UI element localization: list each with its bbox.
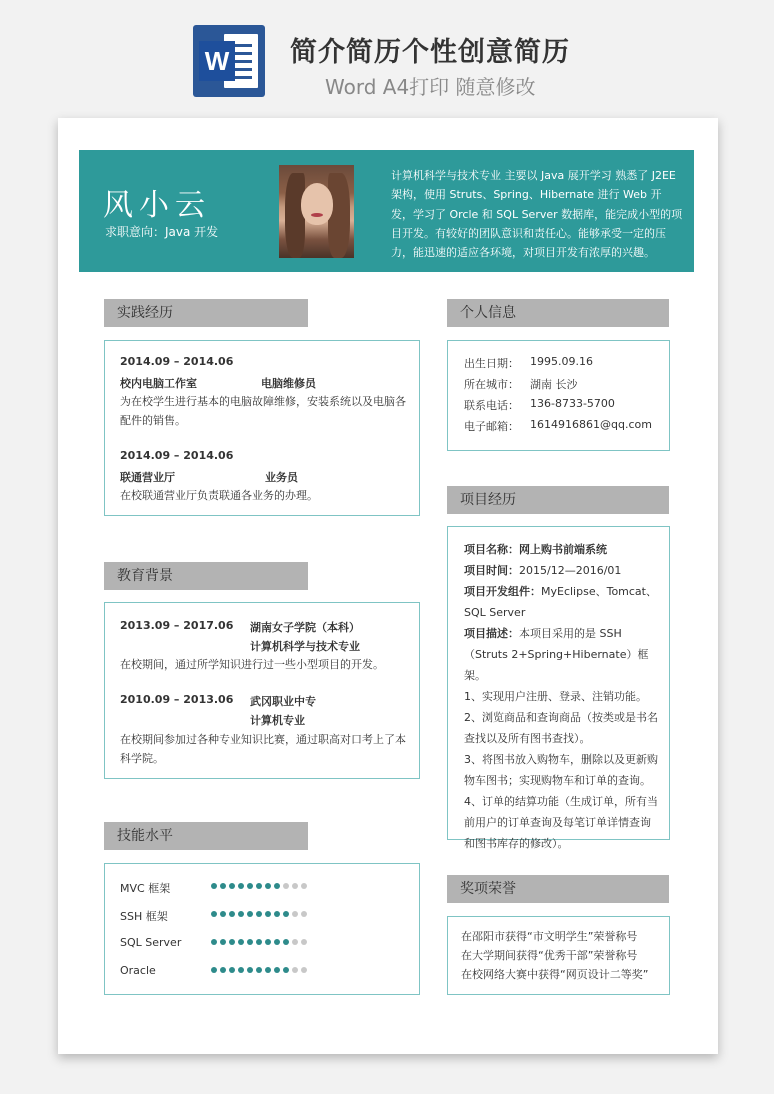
info-value: 湖南 长沙 [530,378,578,391]
practice-role: 电脑维修员 [261,377,316,390]
edu-period: 2013.09 – 2017.06 [120,619,234,632]
project-content [464,539,660,854]
skill-dot-filled [211,939,217,945]
project-time-label: 项目时间： [464,564,519,577]
skill-dot-filled [256,967,262,973]
skill-dot-filled [247,883,253,889]
skill-dot-filled [238,967,244,973]
edu-major: 计算机专业 [250,714,305,727]
skill-dot-filled [238,911,244,917]
skill-dot-filled [238,939,244,945]
project-point: 1、实现用户注册、登录、注销功能。 [464,690,647,703]
personal-box [447,340,670,451]
practice-period: 2014.09 – 2014.06 [120,449,234,462]
info-label: 所在城市： [464,378,519,391]
skill-dot-filled [283,911,289,917]
project-heading: 项目经历 [447,486,669,514]
skills-heading: 技能水平 [104,822,308,850]
info-value: 1995.09.16 [530,355,593,368]
resume-paper [58,118,718,1054]
info-label: 出生日期： [464,357,519,370]
practice-box [104,340,420,516]
skill-dot-filled [256,939,262,945]
skill-dot-filled [220,967,226,973]
word-logo-icon [193,25,265,97]
self-summary: 计算机科学与技术专业 主要以 Java 展开学习 熟悉了 J2EE 架构，使用 Struts、Spring、Hibernate 进行 Web 开发，学习了 Orcle 和 SQL Server 数据库，能完成小型的项目开发。有较好的团队意识和责任心。能够承受一定的压力，能迅速的适应各环境，对项目开发有浓厚的兴趣。 [391,169,683,260]
practice-period: 2014.09 – 2014.06 [120,355,234,368]
skill-level-dots [211,939,307,945]
project-point: 4、订单的结算功能（生成订单，所有当前用户的订单查询及每笔订单详情查询和图书库存的修改）。 [464,795,658,850]
skill-dot-filled [274,939,280,945]
skill-dot-filled [211,911,217,917]
skill-dot-filled [211,883,217,889]
skill-level-dots [211,967,307,973]
skill-dot-filled [220,883,226,889]
edu-desc: 在校期间参加过各种专业知识比赛，通过职高对口考上了本科学院。 [120,733,406,765]
project-point: 3、将图书放入购物车，删除以及更新购物车图书；实现购物车和订单的查询。 [464,753,658,787]
banner-title: 简介简历个性创意简历 [290,37,570,68]
project-point: 2、浏览商品和查询商品（按类或是书名查找以及所有图书查找）。 [464,711,658,745]
skill-dot-filled [229,967,235,973]
skill-dot-filled [229,939,235,945]
skill-dot-filled [247,967,253,973]
awards-box [447,916,670,995]
candidate-name: 风小云 [103,188,211,223]
skill-dot-filled [283,967,289,973]
skill-dot-empty [292,967,298,973]
skill-dot-filled [229,911,235,917]
skill-dot-filled [256,911,262,917]
personal-heading: 个人信息 [447,299,669,327]
profile-photo [279,165,354,258]
education-box [104,602,420,779]
practice-org: 联通营业厅 [120,471,175,484]
practice-desc: 为在校学生进行基本的电脑故障维修，安装系统以及电脑各配件的销售。 [120,395,406,427]
awards-heading: 奖项荣誉 [447,875,669,903]
project-desc-label: 项目描述： [464,627,519,640]
skill-name: Oracle [120,964,156,977]
skill-dot-empty [301,883,307,889]
practice-heading: 实践经历 [104,299,308,327]
skill-dot-filled [256,883,262,889]
education-heading: 教育背景 [104,562,308,590]
word-badge: W [199,41,235,81]
skill-dot-filled [274,883,280,889]
skill-dot-empty [292,939,298,945]
skill-dot-filled [220,911,226,917]
skill-dot-filled [265,939,271,945]
skill-name: MVC 框架 [120,882,171,895]
skill-dot-filled [211,967,217,973]
skill-dot-empty [301,911,307,917]
skill-dot-filled [265,883,271,889]
project-time: 2015/12—2016/01 [519,564,622,577]
info-label: 联系电话： [464,399,519,412]
skill-name: SQL Server [120,936,182,949]
skill-dot-empty [301,967,307,973]
skill-dot-filled [283,939,289,945]
edu-school: 武冈职业中专 [250,695,316,708]
project-name-label: 项目名称： [464,543,519,556]
edu-major: 计算机科学与技术专业 [250,640,360,653]
info-value: 136-8733-5700 [530,397,615,410]
award-item: 在校网络大赛中获得“网页设计二等奖” [461,968,649,981]
skill-dot-filled [274,911,280,917]
skill-level-dots [211,883,307,889]
skill-dot-filled [238,883,244,889]
skill-dot-empty [292,883,298,889]
practice-role: 业务员 [265,471,298,484]
skill-dot-filled [265,967,271,973]
project-box [447,526,670,850]
skill-dot-empty [292,911,298,917]
skill-level-dots [211,911,307,917]
skill-dot-empty [301,939,307,945]
skill-name: SSH 框架 [120,910,168,923]
project-tools-label: 项目开发组件： [464,585,541,598]
edu-desc: 在校期间，通过所学知识进行过一些小型项目的开发。 [120,658,384,671]
info-value: 1614916861@qq.com [530,418,652,431]
skill-dot-filled [229,883,235,889]
skill-dot-filled [247,939,253,945]
skill-dot-empty [283,883,289,889]
skill-dot-filled [265,911,271,917]
project-tools: MyEclipse、Tomcat、SQL Server [464,585,657,619]
skill-dot-filled [220,939,226,945]
project-desc: 本项目采用的是 SSH（Struts 2+Spring+Hibernate）框架。 [464,627,649,682]
project-name: 网上购书前端系统 [519,543,607,556]
skills-box [104,863,420,995]
award-item: 在大学期间获得“优秀干部”荣誉称号 [461,949,638,962]
edu-school: 湖南女子学院（本科） [250,621,360,634]
edu-period: 2010.09 – 2013.06 [120,693,234,706]
award-item: 在邵阳市获得“市文明学生”荣誉称号 [461,930,638,943]
skill-dot-filled [247,911,253,917]
resume-header [79,150,694,272]
practice-desc: 在校联通营业厅负责联通各业务的办理。 [120,489,318,502]
top-banner [0,0,774,110]
job-intent: 求职意向：Java 开发 [105,225,219,239]
banner-subtitle: Word A4打印 随意修改 [325,75,536,99]
info-label: 电子邮箱： [464,420,519,433]
skill-dot-filled [274,967,280,973]
practice-org: 校内电脑工作室 [120,377,197,390]
